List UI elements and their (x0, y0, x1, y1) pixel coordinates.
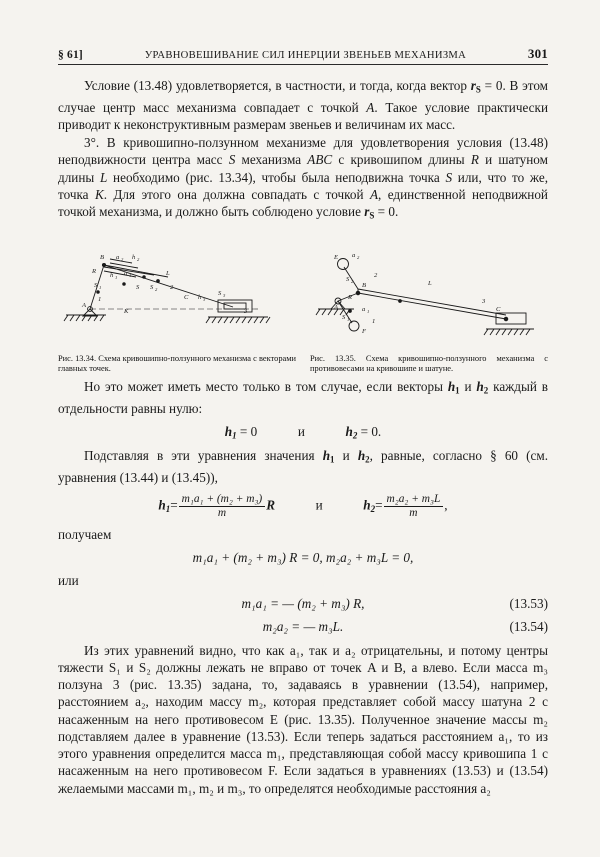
text-run: = 0. В этом случае центр масс механизма совпадает с точкой (58, 78, 549, 115)
svg-text:B: B (100, 253, 105, 261)
figure-13-34-text: Схема кривошипно-ползунного механизма с векторами главных точек. (58, 353, 297, 373)
svg-text:K: K (124, 307, 129, 315)
header-rule (58, 64, 548, 65)
vector-h2-b-sub: 2 (365, 454, 370, 465)
eq-h2-equals: = (375, 497, 383, 513)
svg-text:2: 2 (137, 256, 140, 262)
page-content (58, 46, 548, 797)
paragraph-1 (58, 77, 548, 133)
figure-13-35-drawing (310, 237, 548, 345)
paragraph-2 (58, 134, 548, 225)
svg-text:F: F (362, 327, 367, 335)
paragraph-3 (58, 378, 548, 417)
eq-conj: и (297, 423, 305, 439)
text-run: с кривошипом длины (332, 152, 471, 168)
figure-row (58, 237, 548, 374)
svg-text:A: A (334, 303, 339, 311)
point-s: S (228, 152, 236, 168)
word-ili: или (58, 572, 79, 588)
vector-h2-b: h (357, 448, 366, 464)
eq-h1-equals: = (170, 497, 178, 513)
svg-text:E: E (334, 253, 339, 261)
vector-rs-2-sub: S (369, 210, 375, 221)
eq-h1-sub: 1 (232, 430, 237, 441)
svg-text:a: a (124, 269, 128, 277)
svg-text:h: h (198, 293, 202, 301)
vector-h1-b: h (322, 448, 331, 464)
eq-conj-2: и (315, 497, 323, 513)
svg-text:1: 1 (367, 308, 370, 314)
text-run: Но это может иметь место только в том случае, если векторы (84, 379, 448, 395)
equation-substituted: m₁a₁ + (m₂ + m₃) R = 0, m₂a₂ + m₃L = 0, (192, 549, 414, 565)
svg-text:L: L (166, 269, 170, 277)
length-r: R (470, 152, 479, 168)
text-run: = 0. (374, 203, 399, 219)
svg-text:1: 1 (129, 272, 132, 278)
vector-rs-2: r (364, 203, 370, 219)
length-l: L (99, 169, 108, 185)
svg-text:1: 1 (99, 284, 102, 290)
eq-h1: h (224, 423, 233, 439)
equation-h-zero (58, 424, 548, 441)
point-a2: A (369, 186, 378, 202)
vector-h1-sub: 1 (455, 385, 460, 396)
fraction-h2-numerator: m₂a₂ + m₃L (384, 493, 444, 507)
text-run: . Для этого она должна совпадать с точкой (103, 186, 370, 202)
svg-text:C: C (496, 305, 501, 313)
vector-rs-sub: S (475, 84, 481, 95)
text-run: и (459, 379, 477, 395)
figure-13-35-caption (310, 354, 548, 374)
figure-13-35-text: Схема кривошипно-ползунного механизма с противовесами на кривошипе и шатуне. (310, 353, 549, 373)
section-number: § 61] (58, 49, 83, 61)
vector-h1-b-sub: 1 (330, 454, 335, 465)
vector-rs: r (470, 78, 476, 93)
text-run: Условие (13.48) удовлетворяется, в частности, и тогда, когда вектор (84, 78, 471, 93)
point-a: A (366, 99, 375, 115)
text-run: и шатуном длины (58, 152, 548, 185)
text-run: . Такое условие практически приводит к неконструктивным размерам звеньев и величинам их масс. (58, 99, 548, 132)
svg-text:A: A (82, 301, 87, 309)
equation-13-54-tag: (13.54) (509, 618, 548, 634)
text-run: . В кривошипно-ползунном механизме для удовлетворения условия (13.48) неподвижности центра масс (58, 135, 548, 168)
svg-text:S: S (136, 283, 140, 291)
svg-text:a: a (116, 253, 120, 261)
fraction-h1-numerator: m₁a₁ + (m₂ + m₃) (179, 493, 266, 507)
figure-13-34-drawing (58, 237, 296, 345)
paragraph-5: Из этих уравнений видно, что как a₁, так и a₂ отрицательны, и потому центры тяжести S₁ и S₂ должны лежать не вправо от точек A и B, а влево. Если масса m₃ ползуна 3 (рис. 13.35) задана, то, задаваясь в уравнении (13.54), например, расстоянием a₂, находим массу m₂, которая представляет собой массу шатуна 2 с насаженным на него противовесом E (рис. 13.35). Полученное значение массы m₂ подставляем далее в уравнение (13.53). Если теперь задаться расстоянием a₁, то из этого уравнения определится масса m₁, представляющая собой массу кривошипа 1 с насаженным на него противовесом F. Если задаться в уравнениях (13.53) и (13.54) желаемыми массами m₁, m₂ и m₃, то определятся необходимые расстояния a₂ (58, 642, 548, 796)
eq-h2: h (345, 423, 353, 439)
point-s2: S (445, 169, 453, 185)
svg-text:C: C (184, 293, 189, 301)
svg-text:2: 2 (374, 271, 378, 279)
text-run: , равные, согласно § 60 (см. уравнения (13.44) и (13.45)), (58, 448, 548, 486)
svg-text:S: S (150, 283, 154, 291)
svg-text:1: 1 (372, 317, 376, 325)
eq-h2-tail: = 0. (357, 423, 382, 439)
svg-text:S: S (218, 289, 222, 297)
vector-h2-sub: 2 (483, 385, 489, 396)
svg-text:2: 2 (121, 256, 124, 262)
figure-13-34-caption (58, 354, 296, 374)
eq-h2-sub: 2 (352, 430, 358, 441)
text-run: необходимо (рис. 13.34), чтобы была неподвижна точка (107, 169, 446, 185)
fraction-h1-denominator: m (217, 507, 227, 520)
fraction-h2-denominator: m (409, 507, 418, 520)
vector-h1: h (447, 379, 456, 395)
svg-text:a: a (352, 251, 356, 259)
svg-text:3: 3 (482, 297, 486, 305)
eq-h1-vector-r: R (266, 497, 276, 513)
svg-text:h: h (132, 253, 136, 261)
svg-text:1: 1 (115, 274, 118, 280)
word-poluchaem: получаем (58, 526, 112, 542)
equation-13-54-row (58, 619, 548, 635)
equation-13-53-tag: (13.53) (509, 595, 548, 611)
mechanism-abc: ABC (307, 152, 333, 168)
text-run: и (334, 448, 358, 464)
svg-text:2: 2 (351, 278, 354, 284)
eq-h2-lhs-sub: 2 (370, 504, 376, 515)
figure-13-34 (58, 237, 296, 374)
svg-text:R: R (92, 267, 97, 275)
text-run: механизма (235, 152, 308, 168)
vector-h2: h (476, 379, 484, 395)
svg-text:S: S (94, 281, 98, 289)
figure-13-35 (310, 237, 548, 374)
equation-h-definitions (58, 493, 548, 520)
text-run: каждый в отдельности равны нулю: (58, 379, 548, 416)
eq-h2-tail-comma: , (444, 497, 448, 513)
svg-text:h: h (110, 271, 114, 279)
equation-13-53: m₁a₁ = — (m₂ + m₃) R, (241, 595, 365, 611)
svg-text:L: L (428, 279, 432, 287)
text-run: или, что то же, точка (58, 169, 549, 202)
running-title: УРАВНОВЕШИВАНИЕ СИЛ ИНЕРЦИИ ЗВЕНЬЕВ МЕХАНИЗМА (144, 50, 467, 61)
svg-text:S: S (342, 313, 346, 321)
svg-text:a: a (362, 305, 366, 313)
svg-text:2: 2 (155, 286, 158, 292)
eq-h1-lhs-sub: 1 (165, 504, 171, 515)
svg-text:3: 3 (223, 292, 226, 298)
svg-text:1: 1 (98, 295, 102, 303)
svg-text:1: 1 (347, 316, 350, 322)
svg-text:S: S (346, 275, 350, 283)
eq-h2-lhs: h (363, 497, 371, 513)
figure-13-35-number: Рис. 13.35. (310, 353, 356, 363)
svg-text:2: 2 (170, 283, 174, 291)
point-k: K (94, 186, 104, 202)
svg-text:3: 3 (244, 307, 248, 315)
svg-text:B: B (362, 281, 367, 289)
svg-text:2: 2 (357, 254, 360, 260)
fraction-h1 (179, 493, 266, 520)
equation-13-53-row (58, 596, 548, 612)
figure-13-34-number: Рис. 13.34. (58, 353, 97, 363)
eq-h1-lhs: h (158, 497, 166, 513)
page-number: 301 (527, 46, 548, 61)
equation-13-54: m₂a₂ = — m₃L. (262, 618, 344, 634)
fraction-h2 (384, 493, 444, 520)
item-number: 3° (84, 135, 96, 151)
svg-text:R: R (348, 293, 353, 301)
paragraph-4 (58, 447, 548, 486)
svg-text:3: 3 (203, 296, 206, 302)
text-run: Подставляя в эти уравнения значения (84, 448, 323, 464)
text-run: , единственной неподвижной точкой механизма, и должно быть соблюдено условие (58, 186, 548, 219)
running-head (58, 46, 548, 62)
eq-h1-tail: = 0 (236, 423, 258, 439)
